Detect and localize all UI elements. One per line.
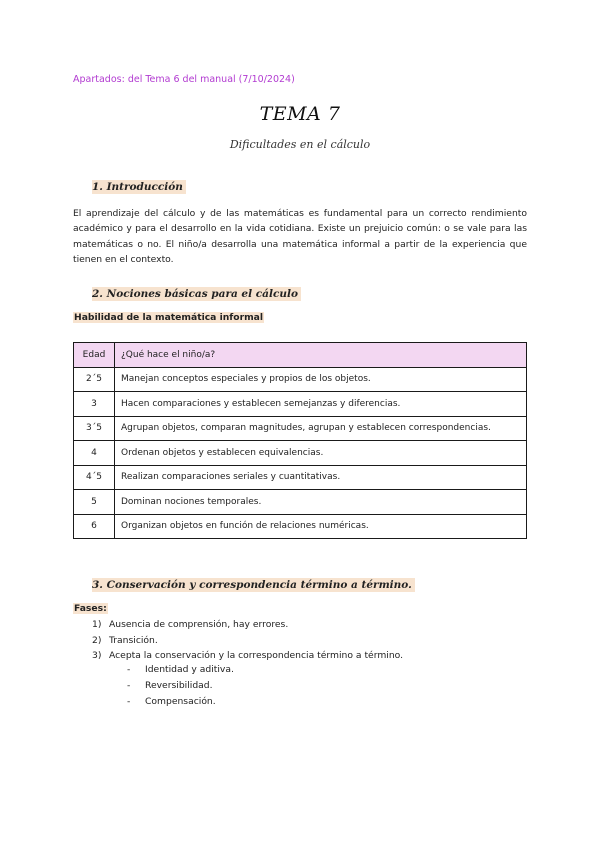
section-heading-conservacion: 3. Conservación y correspondencia término a término. bbox=[92, 578, 415, 592]
row-description: Agrupan objetos, comparan magnitudes, agrupan y establecen correspondencias. bbox=[115, 416, 527, 441]
table-row bbox=[74, 416, 527, 441]
subitems-list bbox=[127, 662, 234, 709]
page-title: TEMA 7 bbox=[259, 103, 341, 125]
row-age: 5 bbox=[74, 490, 115, 515]
table-row bbox=[74, 441, 527, 466]
row-description: Organizan objetos en función de relaciones numéricas. bbox=[115, 514, 527, 539]
list-item bbox=[127, 662, 234, 678]
row-age: 6 bbox=[74, 514, 115, 539]
section-heading-nociones: 2. Nociones básicas para el cálculo bbox=[92, 287, 301, 301]
table-header-row bbox=[74, 343, 527, 368]
row-age: 3 bbox=[74, 392, 115, 417]
list-text: Transición. bbox=[109, 634, 158, 646]
list-item bbox=[92, 633, 403, 649]
list-text: Acepta la conservación y la correspondencia término a término. bbox=[109, 650, 404, 661]
row-age: 2´5 bbox=[74, 367, 115, 392]
list-item bbox=[127, 694, 234, 710]
list-dash: - bbox=[127, 664, 131, 675]
row-age: 4´5 bbox=[74, 465, 115, 490]
section-heading-introduccion: 1. Introducción bbox=[92, 180, 186, 194]
row-age: 4 bbox=[74, 441, 115, 466]
list-dash: - bbox=[127, 695, 131, 707]
table-row bbox=[74, 465, 527, 490]
skills-table bbox=[73, 342, 527, 539]
header-que-hace: ¿Qué hace el niño/a? bbox=[115, 343, 527, 368]
table-row bbox=[74, 490, 527, 515]
list-item bbox=[92, 617, 403, 633]
list-text: Identidad y aditiva. bbox=[145, 664, 234, 675]
row-description: Dominan nociones temporales. bbox=[115, 490, 527, 515]
row-description: Realizan comparaciones seriales y cuantitativas. bbox=[115, 465, 527, 490]
row-description: Ordenan objetos y establecen equivalencias. bbox=[115, 441, 527, 466]
row-age: 3´5 bbox=[74, 416, 115, 441]
row-description: Hacen comparaciones y establecen semejanzas y diferencias. bbox=[115, 392, 527, 417]
list-number: 2) bbox=[92, 634, 102, 646]
table-row bbox=[74, 392, 527, 417]
list-text: Ausencia de comprensión, hay errores. bbox=[109, 619, 289, 630]
list-item bbox=[127, 678, 234, 694]
table-row bbox=[74, 367, 527, 392]
header-note: Apartados: del Tema 6 del manual (7/10/2024) bbox=[73, 74, 295, 85]
intro-paragraph: El aprendizaje del cálculo y de las matemáticas es fundamental para un correcto rendimiento académico y para el desarrollo en la vida cotidiana. Existe un prejuicio común: o se vale para las matemáticas o no. El niño/a desarrolla una matemática informal a partir de la experiencia que tienen en el contexto. bbox=[73, 208, 527, 265]
list-text: Compensación. bbox=[145, 695, 216, 707]
phases-list bbox=[92, 617, 403, 664]
list-number: 3) bbox=[92, 650, 102, 661]
row-description: Manejan conceptos especiales y propios de los objetos. bbox=[115, 367, 527, 392]
phases-label: Fases: bbox=[74, 603, 107, 614]
list-number: 1) bbox=[92, 619, 102, 630]
table-row bbox=[74, 514, 527, 539]
list-dash: - bbox=[127, 679, 131, 691]
header-edad: Edad bbox=[74, 343, 115, 368]
table-caption: Habilidad de la matemática informal bbox=[74, 312, 264, 323]
list-text: Reversibilidad. bbox=[145, 679, 213, 691]
page-subtitle: Dificultades en el cálculo bbox=[229, 138, 371, 151]
